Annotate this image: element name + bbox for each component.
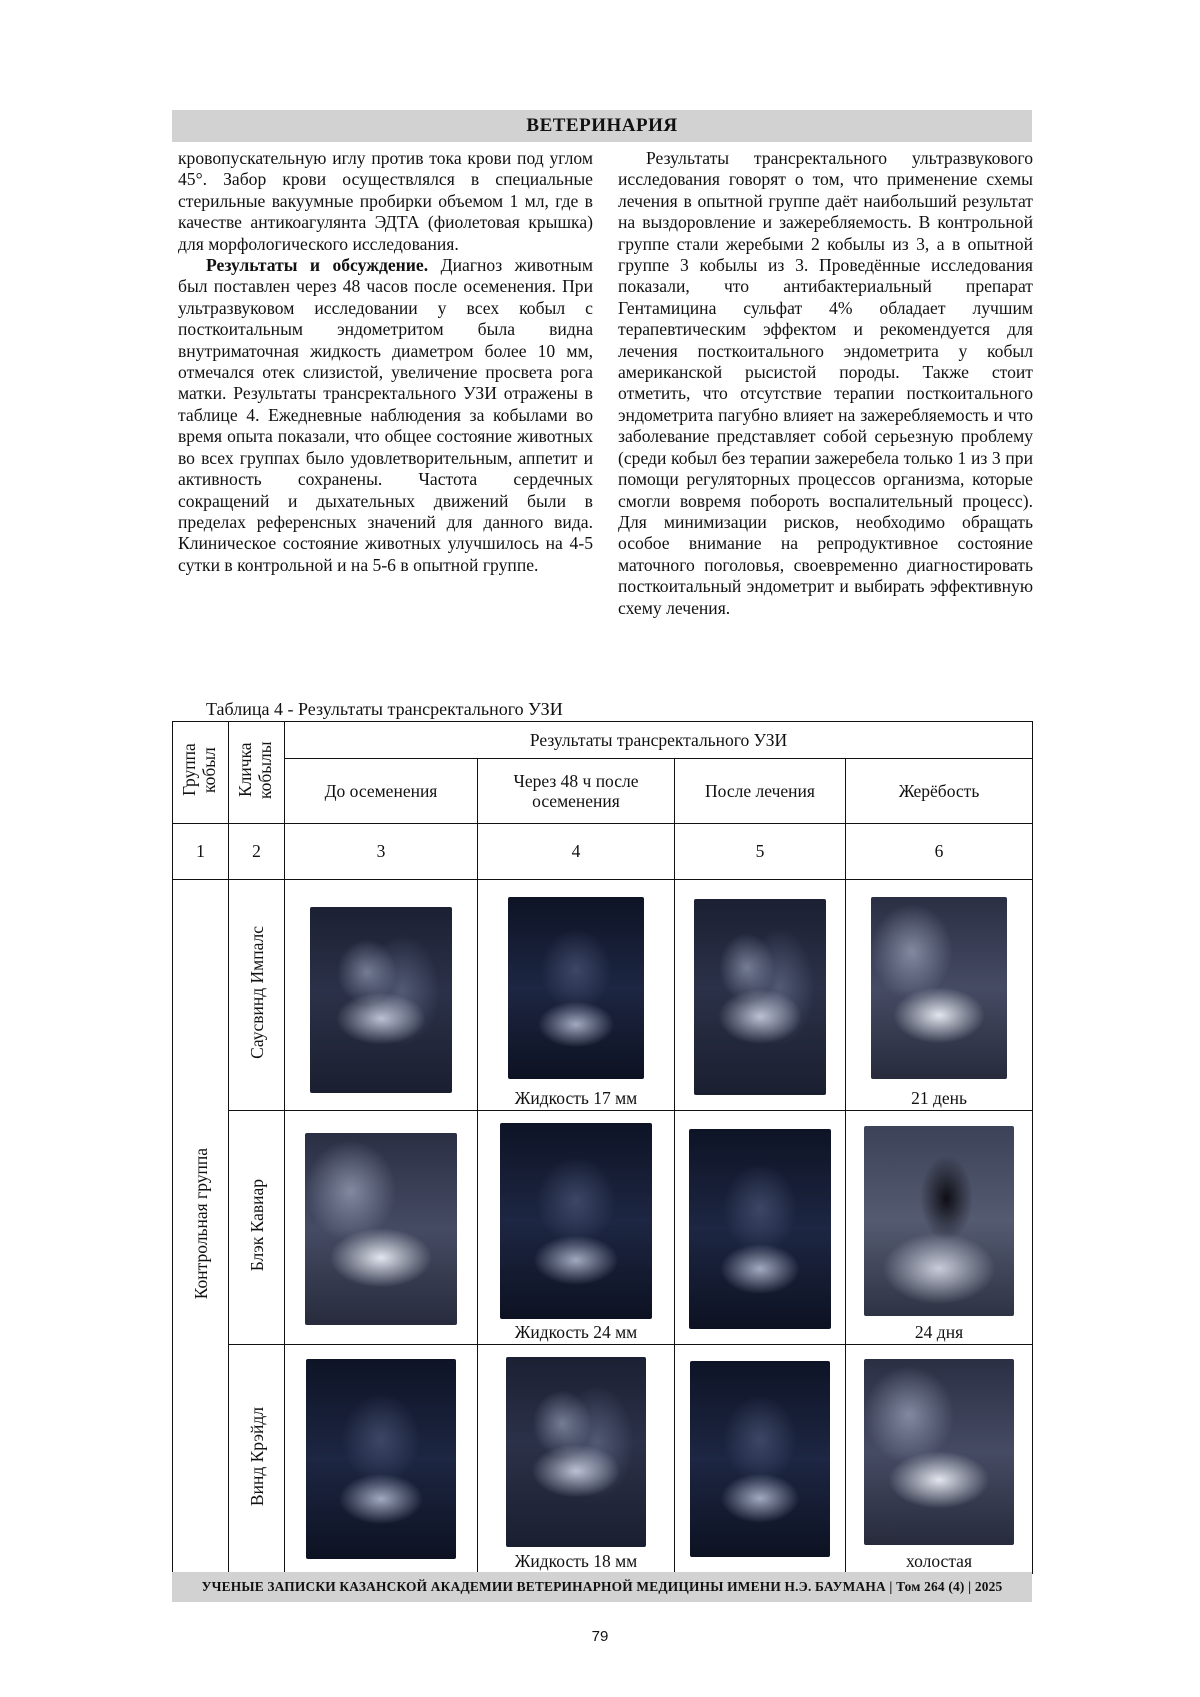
- ultrasound-image: [500, 1123, 652, 1319]
- subheader-48h: Через 48 ч после осеменения: [478, 759, 675, 824]
- pregnancy-caption: холостая: [906, 1551, 972, 1571]
- mare-name-cell: [229, 1111, 285, 1345]
- journal-footer: [172, 1572, 1032, 1602]
- header-name: Кличка кобылы: [229, 722, 285, 824]
- mare-name-cell: [229, 880, 285, 1111]
- mare-name: Блэк Кавиар: [246, 1178, 267, 1272]
- subheader-after: После лечения: [675, 759, 846, 824]
- ultrasound-image: [871, 897, 1007, 1079]
- left-paragraph-2: [178, 255, 593, 576]
- mare-name: Саусвинд Импалс: [246, 926, 267, 1059]
- results-body: Диагноз животным был поставлен через 48 часов после осеменения. При ультразвуковом исследовании у всех кобыл с посткоитальным эндометритом была видна внутриматочная жидкость диаметром более 10 мм, отмечался отек слизистой, увеличение просвета рога матки. Результаты трансректального УЗИ отражены в таблице 4. Ежедневные наблюдения за кобылами во время опыта показали, что общее состояние животных во всех группах было удовлетворительным, аппетит и активность сохранены. Частота сердечных сокращений и дыхательных движений были в пределах референсных значений для данного вида. Клиническое состояние животных улучшилось на 4-5 сутки в контрольной и на 5-6 в опытной группе.: [178, 255, 593, 575]
- group-cell: [173, 880, 229, 1574]
- right-paragraph-1: Результаты трансректального ультразвукового исследования говорят о том, что применение схемы лечения в опытной группе даёт наибольший результат на выздоровление и зажеребляемость. В контрольной группе стали жеребыми 2 кобылы из 3, а в опытной группе 3 кобылы из 3. Проведённые исследования показали, что антибактериальный препарат Гентамицина сульфат 4% обладает лучшим терапевтическим эффектом и рекомендуется для лечения посткоитального эндометрита у кобыл американской рысистой породы. Также стоит отметить, что отсутствие терапии посткоитального эндометрита пагубно влияет на зажеребляемость и что заболевание представляет собой серьезную проблему (среди кобыл без терапии зажеребела только 1 из 3 при помощи регуляторных процессов организма, которые смогли вовремя побороть воспалительный процесс). Для минимизации рисков, необходимо обращать особое внимание на репродуктивное состояние маточного поголовья, своевременно диагностировать посткоитальный эндометрит и выбирать эффективную схему лечения.: [618, 148, 1033, 618]
- page-number: 79: [591, 1628, 609, 1645]
- right-column: [618, 148, 1033, 619]
- mare-name-cell: [229, 1345, 285, 1574]
- mare-name: Винд Крэйдл: [246, 1406, 267, 1507]
- fluid-caption: Жидкость 17 мм: [514, 1088, 638, 1108]
- fluid-caption: Жидкость 18 мм: [514, 1551, 638, 1571]
- col-number-5: 5: [675, 824, 846, 880]
- ultrasound-image: [306, 1359, 456, 1559]
- col-number-4: 4: [478, 824, 675, 880]
- section-header: [172, 110, 1032, 142]
- table-row: [173, 1345, 1033, 1574]
- ultrasound-image: [508, 897, 644, 1079]
- ultrasound-results-table: [172, 721, 1033, 1574]
- ultrasound-image: [694, 899, 826, 1095]
- pregnancy-caption: 24 дня: [914, 1322, 964, 1342]
- table-row: [173, 1111, 1033, 1345]
- subheader-before: До осеменения: [285, 759, 478, 824]
- left-paragraph-1: кровопускательную иглу против тока крови под углом 45°. Забор крови осуществлялся в специальные стерильные вакуумные пробирки объемом 1 мл, где в качестве антикоагулянта ЭДТА (фиолетовая крышка) для морфологического исследования.: [178, 148, 593, 254]
- ultrasound-image: [864, 1359, 1014, 1545]
- results-heading: Результаты и обсуждение.: [206, 255, 429, 276]
- ultrasound-image: [310, 907, 452, 1093]
- journal-title: УЧЕНЫЕ ЗАПИСКИ КАЗАНСКОЙ АКАДЕМИИ ВЕТЕРИНАРНОЙ МЕДИЦИНЫ ИМЕНИ Н.Э. БАУМАНА | Том 264 (4) | 2025: [201, 1579, 1003, 1594]
- header-results: Результаты трансректального УЗИ: [285, 722, 1033, 759]
- ultrasound-image: [864, 1126, 1014, 1316]
- col-number-1: 1: [173, 824, 229, 880]
- left-column: [178, 148, 593, 576]
- header-group: Группа кобыл: [173, 722, 229, 824]
- section-title: ВЕТЕРИНАРИЯ: [526, 115, 678, 136]
- group-label: Контрольная группа: [190, 1148, 211, 1300]
- ultrasound-image: [506, 1357, 646, 1547]
- ultrasound-image: [305, 1133, 457, 1325]
- table-row: [173, 880, 1033, 1111]
- ultrasound-image: [690, 1361, 830, 1557]
- col-number-3: 3: [285, 824, 478, 880]
- fluid-caption: Жидкость 24 мм: [514, 1322, 638, 1342]
- ultrasound-image: [689, 1129, 831, 1329]
- subheader-pregnancy: Жерёбость: [846, 759, 1033, 824]
- table-caption: Таблица 4 - Результаты трансректального УЗИ: [206, 699, 563, 719]
- pregnancy-caption: 21 день: [911, 1088, 967, 1108]
- col-number-2: 2: [229, 824, 285, 880]
- col-number-6: 6: [846, 824, 1033, 880]
